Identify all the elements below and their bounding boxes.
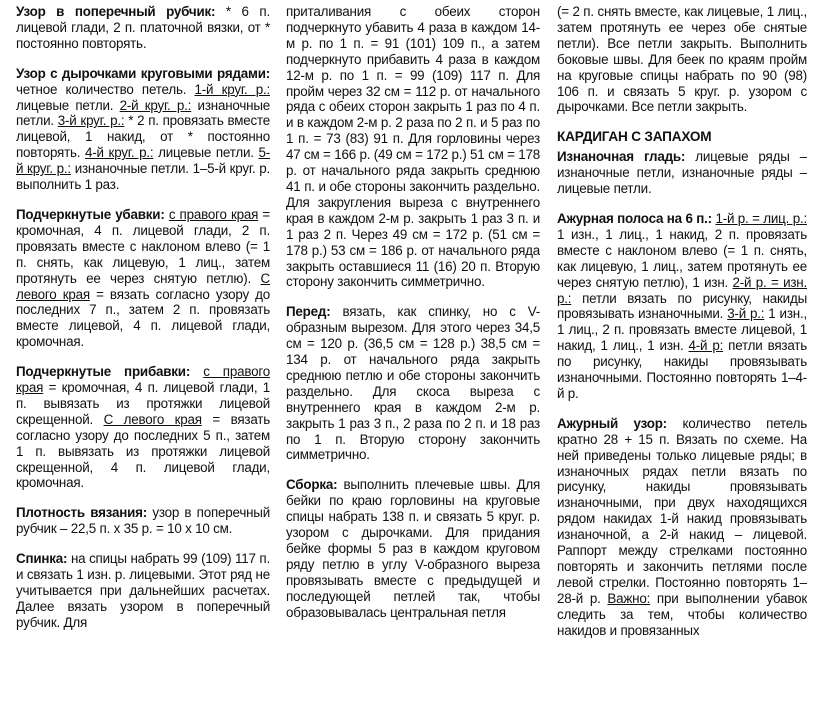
paragraph-text: (= 2 п. снять вместе, как лицевые, 1 лиц., затем протянуть ее через обе снятые петли). Все петли закрыть. Выполнить боковые швы. Для беек по краям пройм на круговые спицы набрать по 90 (98) 106 п. и связать 5 круг. р. узором с дырочками. Все петли закрыть. — [557, 4, 807, 115]
section-title: Перед: — [286, 304, 331, 320]
row-label: 4-й круг. р.: — [85, 145, 154, 161]
paragraph-reverse-stockinette — [557, 149, 807, 197]
paragraph-gauge — [16, 505, 270, 537]
row-label: 4-й р: — [688, 338, 724, 354]
paragraph-text: выполнить плечевые швы. Для бейки по краю горловины на круговые спицы набрать 138 п. и связать 5 круг. р. узором с дырочками. Для придания бейке формы 5 раз в каждом круговом ряду петлю в углу V-образного выреза провязывать вместе с предыдущей и последующей петлей так, чтобы образовывалась центральная петля — [286, 477, 540, 620]
paragraph-assembly-continued — [557, 4, 807, 115]
paragraph-assembly — [286, 477, 540, 620]
section-title: Сборка: — [286, 477, 338, 493]
paragraph-text: = кромочная, 4 п. лицевой глади, 2 п. провязать вместе с наклоном влево (= 1 п. снять, как лицевую, 1 лиц., затем протянуть ее через снятую петлю). — [16, 206, 270, 286]
section-title: Ажурный узор: — [557, 415, 667, 431]
edge-label: С левого края — [16, 270, 270, 302]
text-column-3 — [557, 4, 807, 705]
edge-label: с правого края — [168, 206, 259, 222]
section-title: Спинка: — [16, 551, 68, 567]
paragraph-text: = кромочная, 4 п. лицевой глади, 1 п. вывязать из протяжки лицевой скрещенной. — [16, 380, 270, 427]
note-label: Важно: — [607, 590, 651, 606]
paragraph-text: изнаночные петли. 1–5-й круг. р. выполнить 1 раз. — [16, 161, 270, 193]
edge-label: С левого края — [103, 411, 202, 427]
paragraph-text: петли вязать по рисунку, накиды провязывать изнаночными. — [557, 290, 807, 322]
paragraph-text: количество петель кратно 28 + 15 п. Вязать по схеме. На ней приведены только лицевые ряды; в изнаночных рядах петли вязать по рисунку, накиды провязывать изнаночными, при двух находящихся рядом накидах 1-й накид провязывать изнаночной, а 2-й накид – лицевой. Раппорт между стрелками постоянно повторять и закончить петлями после левой стрелки. Постоянно повторять 1–28-й р. — [557, 415, 807, 606]
cardigan-heading: КАРДИГАН С ЗАПАХОМ — [557, 129, 712, 145]
paragraph-text: приталивания с обеих сторон подчеркнуто убавить 4 раза в каждом 14-м р. по 1 п. = 91 (101) 109 п., а затем подчеркнуто прибавить 4 раза в каждом 12-м р. по 1 п. = 99 (109) 117 п. Для пройм через 32 см = 112 р. от начального ряда с обеих сторон закрыть 1 раз по 4 п. и в каждом 2-м р. 2 раза по 2 п. и 5 раз по 1 п. = 73 (83) 91 п. Для горловины через 47 см = 166 р. (49 см = 172 р.) 51 см = 178 р. от начального ряда закрыть среднюю 41 п. и обе стороны закончить раздельно. Для закругления выреза с внутреннего края в каждом 2-м р. закрыть 1 раз 3 п. и 1 раз 2 п. Через 49 см = 172 р. (51 см = 178 р.) 53 см = 186 р. от начального ряда закрыть оставшиеся 11 (16) 20 п. Вторую сторону закончить симметрично. — [286, 4, 540, 290]
section-title: Ажурная полоса на 6 п.: — [557, 210, 712, 226]
paragraph-text: лицевые петли. — [16, 97, 120, 113]
paragraph-rib-pattern — [16, 4, 270, 52]
row-label: 5-й круг. р.: — [16, 145, 270, 177]
paragraph-text: лицевые петли. — [153, 145, 259, 161]
section-title: Изнаночная гладь: — [557, 149, 686, 165]
paragraph-text: = вязать согласно узору до последних 5 п., затем 1 п. вывязать из протяжки лицевой скрещенной, 4 п. лицевой глади, кромочная. — [16, 411, 270, 491]
paragraph-back — [16, 551, 270, 631]
paragraph-front — [286, 304, 540, 463]
paragraph-decreases — [16, 207, 270, 350]
paragraph-lace-strip — [557, 211, 807, 402]
section-title: Узор с дырочками круговыми рядами: — [16, 65, 270, 81]
paragraph-text: = вязать согласно узору до последних 7 п., затем 2 п. провязать вместе лицевой, 4 п. лицевой глади, кромочная. — [16, 286, 270, 350]
paragraph-text: вязать, как спинку, но с V-образным вырезом. Для этого через 34,5 см = 120 р. (36,5 см = 128 р.) 38,5 см = 134 р. от начального ряда закрыть среднюю петлю и обе стороны закончить раздельно. Для скоса выреза с внутреннего края в каждом 2-м р. закрыть 1 раз 3 п., 2 раза по 2 п. и 18 раз по 1 п. Вторую сторону закончить симметрично. — [286, 304, 540, 463]
row-label: 1-й р. = лиц. р.: — [715, 210, 807, 226]
paragraph-text: узор в поперечный рубчик – 22,5 п. х 35 р. = 10 х 10 см. — [16, 505, 270, 537]
paragraph-text: 1 изн., 1 лиц., 2 п. провязать вместе лицевой, 1 накид, 1 лиц., 1 изн. — [557, 306, 807, 354]
paragraph-text: лицевые ряды – изнаночные петли, изнаночные ряды – лицевые петли. — [557, 149, 807, 197]
row-label: 3-й круг. р.: — [57, 113, 125, 129]
text-column-1 — [16, 4, 270, 705]
row-label: 1-й круг. р.: — [194, 81, 270, 97]
paragraph-lace-pattern — [557, 416, 807, 639]
section-title: Подчеркнутые убавки: — [16, 206, 165, 222]
paragraph-text: изнаночные петли. — [16, 97, 270, 129]
paragraph-increases — [16, 364, 270, 491]
section-title: Плотность вязания: — [16, 505, 147, 521]
paragraph-eyelet-pattern — [16, 66, 270, 193]
edge-label: с правого края — [16, 364, 270, 396]
paragraph-back-continued — [286, 4, 540, 290]
paragraph-text: на спицы набрать 99 (109) 117 п. и связать 1 изн. р. лицевыми. Этот ряд не учитывается при дальнейших расчетах. Далее вязать узором в поперечный рубчик. Для — [16, 551, 270, 630]
row-label: 2-й круг. р.: — [119, 97, 192, 113]
paragraph-text: при выполнении убавок следить за тем, чтобы количество накидов и провязанных — [557, 590, 807, 638]
paragraph-text: петли вязать по рисунку, накиды провязывать изнаночными. Постоянно повторять 1–4-й р. — [557, 338, 807, 401]
text-column-2 — [286, 4, 540, 705]
paragraph-text: * 6 п. лицевой глади, 2 п. платочной вязки, от * постоянно повторять. — [16, 4, 270, 51]
paragraph-text: четное количество петель. — [16, 81, 195, 97]
paragraph-text: * 2 п. провязать вместе лицевой, 1 накид, от * постоянно повторять. — [16, 113, 270, 161]
row-label: 2-й р. = изн. р.: — [557, 274, 807, 306]
section-title: Узор в поперечный рубчик: — [16, 4, 216, 19]
row-label: 3-й р.: — [727, 306, 765, 322]
section-title: Подчеркнутые прибавки: — [16, 364, 191, 380]
paragraph-text: 1 изн., 1 лиц., 1 накид, 2 п. провязать вместе с наклоном влево (= 1 п. снять, как лицевую, 1 лиц., затем протянуть ее через снятую петлю), 1 изн. — [557, 226, 807, 290]
